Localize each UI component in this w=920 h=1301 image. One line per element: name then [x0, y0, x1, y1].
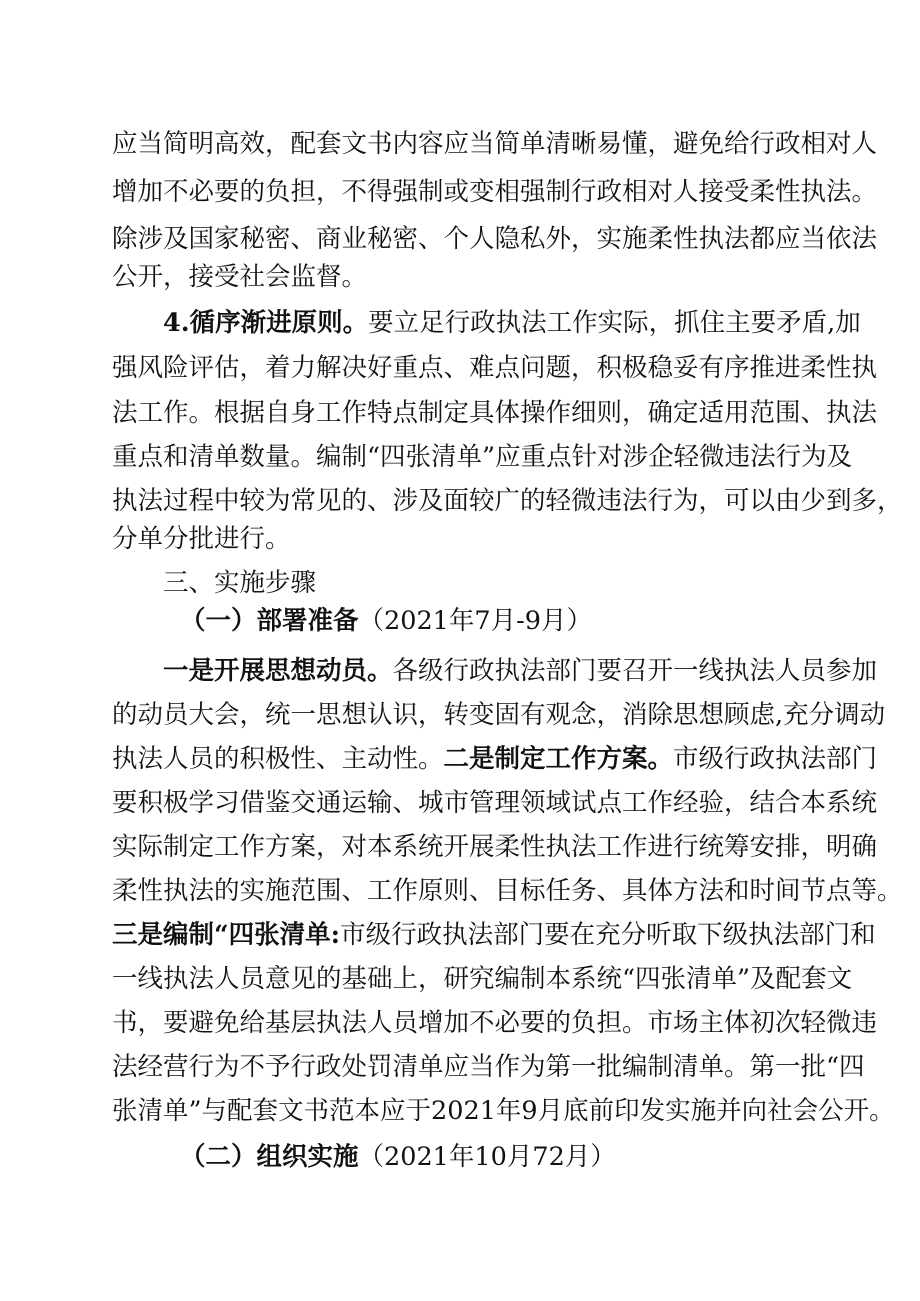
- paragraph-3-line-4: 要积极学习借鉴交通运输、城市管理领域试点工作经验，结合本系统: [112, 788, 878, 818]
- paragraph-3-line-5: 实际制定工作方案，对本系统开展柔性执法工作进行统筹安排，明确: [112, 832, 878, 862]
- paragraph-1-line-3: 除涉及国家秘密、商业秘密、个人隐私外，实施柔性执法都应当依法: [112, 224, 878, 254]
- paragraph-1-line-4: 公开，接受社会监督。: [112, 262, 368, 292]
- paragraph-3-line-11: 张清单”与配套文书范本应于2021年9月底前印发实施并向社会公开。: [112, 1096, 895, 1126]
- paragraph-3-line-9: 书，要避免给基层执法人员增加不必要的负担。市场主体初次轻微违: [112, 1008, 878, 1038]
- principle-heading: 4.循序渐进原则。: [163, 308, 369, 338]
- paragraph-3-line-6: 柔性执法的实施范围、工作原则、目标任务、具体方法和时间节点等。: [112, 876, 903, 906]
- paragraph-2-line-5: 执法过程中较为常见的、涉及面较广的轻微违法行为，可以由少到多，: [112, 486, 903, 516]
- paragraph-2-line-4: 重点和清单数量。编制“四张清单”应重点针对涉企轻微违法行为及: [112, 442, 853, 472]
- paragraph-2-line-2: 强风险评估，着力解决好重点、难点问题，积极稳妥有序推进柔性执: [112, 353, 878, 383]
- paragraph-3-line-10: 法经营行为不予行政处罚清单应当作为第一批编制清单。第一批“四: [112, 1052, 865, 1082]
- paragraph-1-line-1: 应当简明高效，配套文书内容应当简单清晰易懂，避免给行政相对人: [112, 129, 878, 159]
- paragraph-3-line-2: 的动员大会，统一思想认识，转变固有观念，消除思想顾虑,充分调动: [112, 700, 886, 730]
- subsection-2-heading: （二）组织实施（2021年10月72月）: [180, 1142, 616, 1172]
- paragraph-2-line-3: 法工作。根据自身工作特点制定具体操作细则，确定适用范围、执法: [112, 398, 878, 428]
- paragraph-1-line-2: 增加不必要的负担，不得强制或变相强制行政相对人接受柔性执法。: [112, 177, 878, 207]
- paragraph-2-line-1: 4.循序渐进原则。要立足行政执法工作实际，抓住主要矛盾,加: [163, 308, 861, 338]
- subsection-1-heading: （一）部署准备（2021年7月-9月）: [180, 606, 592, 636]
- paragraph-3-line-3: 执法人员的积极性、主动性。二是制定工作方案。市级行政执法部门: [112, 744, 878, 774]
- paragraph-2-line-6: 分单分批进行。: [112, 524, 291, 554]
- paragraph-3-line-8: 一线执法人员意见的基础上，研究编制本系统“四张清单”及配套文: [112, 964, 853, 994]
- section-3-title: 三、实施步骤: [163, 568, 317, 598]
- paragraph-3-line-7: 三是编制“四张清单:市级行政执法部门要在充分听取下级执法部门和: [112, 920, 876, 950]
- paragraph-3-line-1: 一是开展思想动员。各级行政执法部门要召开一线执法人员参加: [163, 656, 878, 686]
